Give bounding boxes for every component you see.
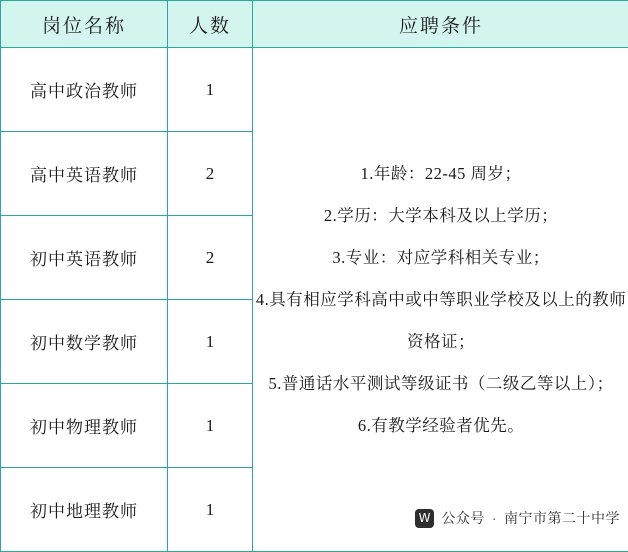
column-header-post: 岗位名称 <box>1 1 168 48</box>
table-body <box>1 48 628 552</box>
cell-conditions <box>253 48 628 552</box>
condition-item: 5.普通话水平测试等级证书（二级乙等以上）； <box>253 363 628 405</box>
table-header-row <box>1 1 628 48</box>
condition-item: 1.年龄：22-45 周岁； <box>253 153 628 195</box>
table-header <box>1 1 628 48</box>
cell-count: 2 <box>168 216 253 300</box>
cell-count: 1 <box>168 468 253 552</box>
cell-count: 1 <box>168 300 253 384</box>
cell-count: 2 <box>168 132 253 216</box>
cell-post: 初中地理教师 <box>1 468 168 552</box>
cell-count: 1 <box>168 384 253 468</box>
cell-post: 高中英语教师 <box>1 132 168 216</box>
conditions-list <box>253 153 628 447</box>
footer-account-name: 南宁市第二十中学 <box>504 508 620 528</box>
cell-post: 初中数学教师 <box>1 300 168 384</box>
cell-post: 初中物理教师 <box>1 384 168 468</box>
condition-item: 3.专业：对应学科相关专业； <box>253 237 628 279</box>
cell-post: 初中英语教师 <box>1 216 168 300</box>
wechat-account-footer <box>415 508 620 528</box>
column-header-conditions: 应聘条件 <box>253 1 628 48</box>
footer-separator: · <box>492 510 497 526</box>
cell-count: 1 <box>168 48 253 132</box>
wechat-icon: W <box>415 509 434 528</box>
condition-item: 6.有教学经验者优先。 <box>253 405 628 447</box>
table-row <box>1 48 628 132</box>
footer-label: 公众号 <box>441 508 485 528</box>
column-header-count: 人数 <box>168 1 253 48</box>
condition-item: 2.学历：大学本科及以上学历； <box>253 195 628 237</box>
cell-post: 高中政治教师 <box>1 48 168 132</box>
condition-item: 4.具有相应学科高中或中等职业学校及以上的教师资格证； <box>253 279 628 363</box>
